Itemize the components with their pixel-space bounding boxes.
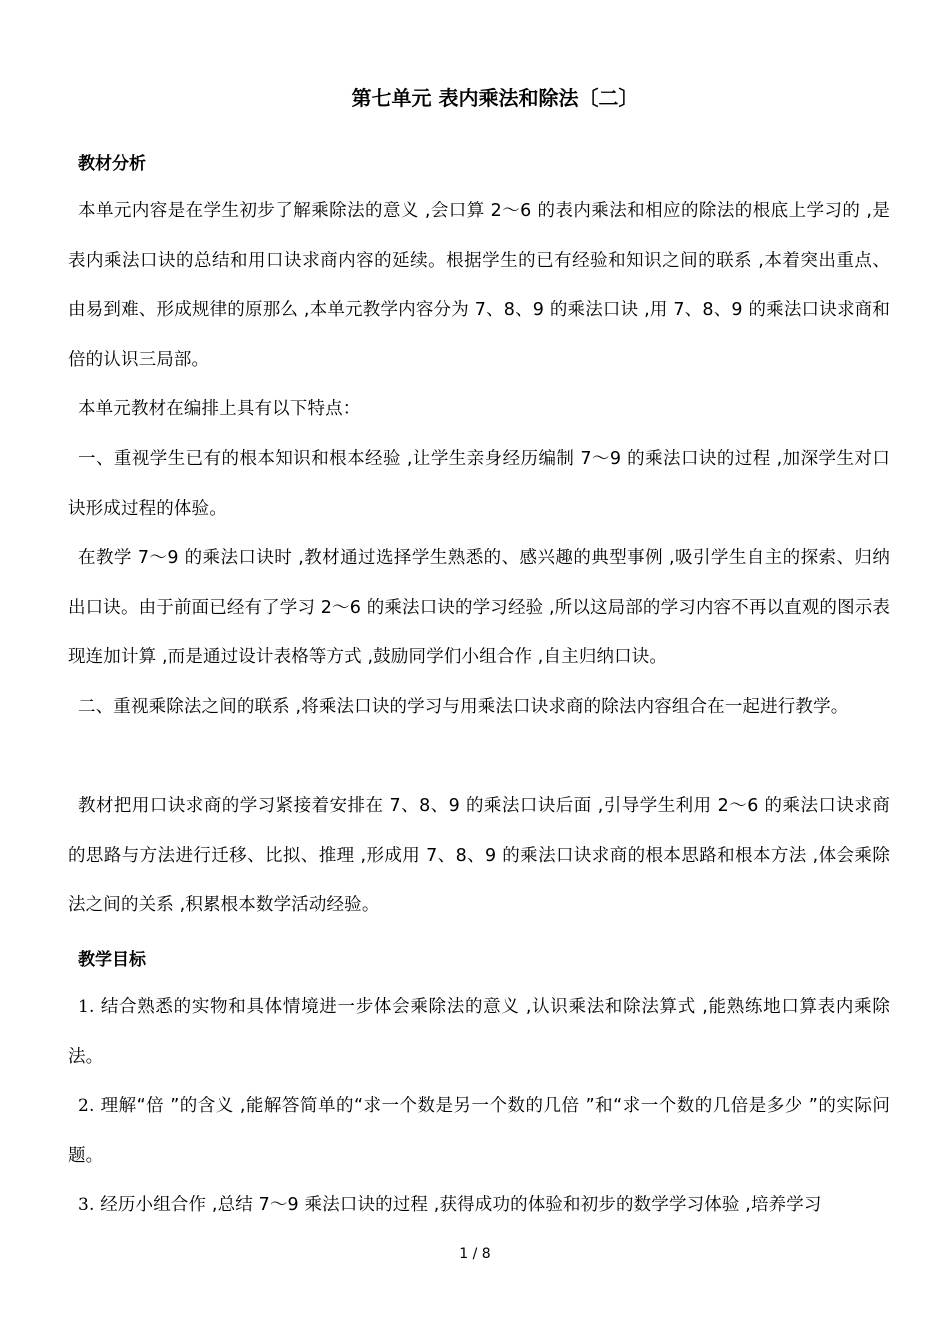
page-title: 第七单元 表内乘法和除法〔二〕 xyxy=(351,86,639,110)
goal-text: 理解“倍 ”的含义 ,能解答简单的“求一个数是另一个数的几倍 ”和“求一个数的几倍是多少 ”的实际问题。 xyxy=(68,1096,890,1166)
goal-text: 结合熟悉的实物和具体情境进一步体会乘除法的意义 ,认识乘法和除法算式 ,能熟练地口算表内乘除法。 xyxy=(68,997,890,1067)
goal-item xyxy=(68,1181,890,1231)
section-heading-goals: 教学目标 xyxy=(78,950,146,970)
goal-number: 3. xyxy=(78,1195,95,1215)
goal-item xyxy=(68,983,890,1082)
paragraph-feature-two-detail: 教材把用口诀求商的学习紧接着安排在 7、8、9 的乘法口诀后面 ,引导学生利用 2～6 的乘法口诀求商的思路与方法进行迁移、比拟、推理 ,形成用 7、8、9 的乘法口诀求商的根本思路和根本方法 ,体会乘除法之间的关系 ,积累根本数学活动经验。 xyxy=(68,796,890,915)
goal-number: 2. xyxy=(78,1096,95,1116)
paragraph-feature-two: 二、重视乘除法之间的联系 ,将乘法口诀的学习与用乘法口诀求商的除法内容组合在一起进行教学。 xyxy=(78,697,849,717)
paragraph-feature-one: 一、重视学生已有的根本知识和根本经验 ,让学生亲身经历编制 7～9 的乘法口诀的过程 ,加深学生对口诀形成过程的体验。 xyxy=(68,449,890,519)
goal-number: 1. xyxy=(78,997,95,1017)
page-indicator: 1 / 8 xyxy=(459,1246,491,1262)
paragraph-feature-one-detail: 在教学 7～9 的乘法口诀时 ,教材通过选择学生熟悉的、感兴趣的典型事例 ,吸引学生自主的探索、归纳出口诀。由于前面已经有了学习 2～6 的乘法口诀的学习经验 ,所以这局部的学习内容不再以直观的图示表现连加计算 ,而是通过设计表格等方式 ,鼓励同学们小组合作 ,自主归纳口诀。 xyxy=(68,548,891,667)
paragraph-features-intro: 本单元教材在编排上具有以下特点： xyxy=(78,399,361,419)
section-heading-materials: 教材分析 xyxy=(78,154,146,174)
goal-item xyxy=(68,1082,890,1181)
paragraph-intro: 本单元内容是在学生初步了解乘除法的意义 ,会口算 2～6 的表内乘法和相应的除法的根底上学习的 ,是表内乘法口诀的总结和用口诀求商内容的延续。根据学生的已有经验和知识之间的联系 ,本着突出重点、由易到难、形成规律的原那么 ,本单元教学内容分为 7、8、9 的乘法口诀 ,用 7、8、9 的乘法口诀求商和倍的认识三局部。 xyxy=(68,201,890,370)
goal-text: 经历小组合作 ,总结 7～9 乘法口诀的过程 ,获得成功的体验和初步的数学学习体验 ,培养学习 xyxy=(100,1195,822,1215)
